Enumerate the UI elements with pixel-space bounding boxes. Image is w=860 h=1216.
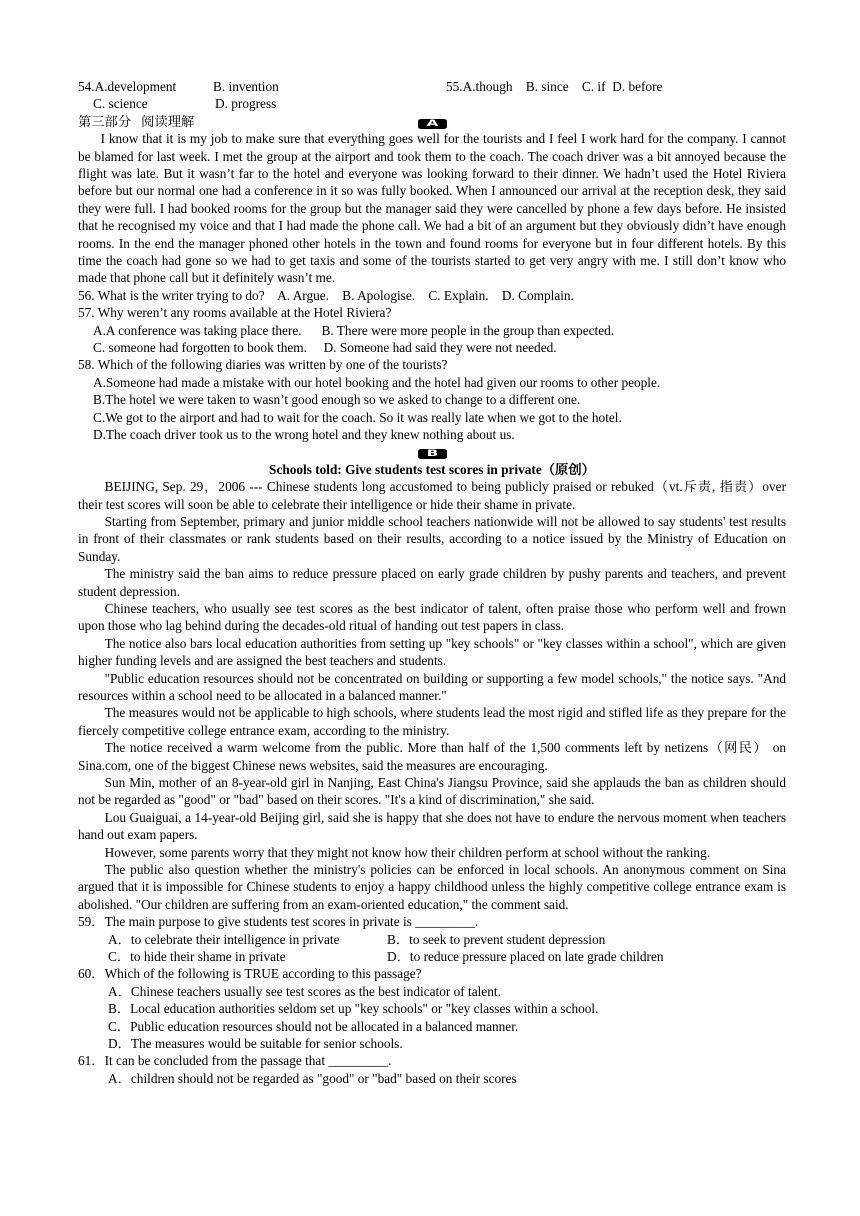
passage-b-paragraph: BEIJING, Sep. 29，2006 --- Chinese students long accustomed to being publicly praised or rebuked（vt.斥责, 指责）over their test scores will soon be able to celebrate their intelligence or hide their shame in private. — [78, 479, 786, 512]
part3-heading-row — [78, 113, 786, 130]
q60-option-d: D．The measures would be suitable for senior schools. — [108, 1036, 403, 1052]
q59-options-row1 — [78, 931, 786, 948]
q57-options-1: A.A conference was taking place there. B. There were more people in the group than expected. — [93, 322, 615, 338]
q55-options: 55.A.though B. since C. if D. before — [446, 79, 663, 94]
q58-option-b: B.The hotel we were taken to wasn’t good enough so we asked to change to a different one. — [93, 392, 581, 408]
q54-55-options-row1 — [78, 78, 786, 95]
q54-option-c: C. science — [93, 96, 148, 112]
section-b-badge — [78, 443, 786, 460]
q60-option-c: C．Public education resources should not be allocated in a balanced manner. — [108, 1018, 519, 1034]
passage-b-paragraph: The ministry said the ban aims to reduce pressure placed on early grade children by pushy parents and teachers, and prevent student depression. — [78, 566, 786, 599]
q60-option-a: A．Chinese teachers usually see test scores as the best indicator of talent. — [108, 983, 501, 999]
passage-b-paragraph: However, some parents worry that they might not know how their children perform at school without the ranking. — [104, 844, 711, 860]
q61-option-a: A．children should not be regarded as "good" or "bad" based on their scores — [108, 1070, 517, 1086]
q54-option-d: D. progress — [215, 96, 277, 112]
exam-page — [78, 78, 786, 1087]
q59-options-row2 — [78, 948, 786, 965]
q58-option-d: D.The coach driver took us to the wrong hotel and they knew nothing about us. — [93, 426, 515, 442]
passage-b-paragraph: Chinese teachers, who usually see test scores as the best indicator of talent, often praise those who perform well and frown upon those who lag behind during the decades-old ritual of handing out test papers in class. — [78, 600, 786, 634]
section-a-label: A — [418, 119, 447, 129]
q57-stem: 57. Why weren’t any rooms available at the Hotel Riviera? — [78, 305, 392, 321]
q54-option-b: B. invention — [213, 79, 279, 94]
passage-b-paragraph: Lou Guaiguai, a 14-year-old Beijing girl, said she is happy that she does not have to endure the nervous moment when teachers hand out exam papers. — [78, 809, 786, 843]
q59-option-c: C．to hide their shame in private — [108, 949, 286, 965]
passage-a: I know that it is my job to make sure that everything goes well for the tourists and I feel I work hard for the company. I cannot be blamed for last week. I met the group at the airport and took them to the coach. The coach driver was a bit annoyed because the flight was late. But it wasn’t far to the hotel and everyone was looking forward to their dinner. We hadn’t used the Hotel Riviera before but our normal one had a conference in it so was fully booked. When I announced our arrival at the reception desk, they said they were full. I had booked rooms for the group but the manager said they were cancelled by phone a few days before. He insisted that he recognised my voice and that I had made the phone call. We had a bit of an argument but they obviously didn’t have enough rooms. In the end the manager phoned other hotels in the town and found rooms for everyone but in four different hotels. By this time the coach had gone so we had to get taxis and some of the tourists started to get very angry with me. I still don’t know who made that phone call but it definitely wasn’t me. — [78, 131, 786, 286]
passage-b-paragraph: Starting from September, primary and junior middle school teachers nationwide will not be allowed to say students' test results in front of their classmates or rank students based on their results, according to a notice issued by the Ministry of Education on Sunday. — [78, 513, 786, 564]
q58-stem: 58. Which of the following diaries was written by one of the tourists? — [78, 357, 448, 373]
passage-b-paragraph: The notice received a warm welcome from the public. More than half of the 1,500 comments left by netizens（网民） on Sina.com, one of the biggest Chinese news websites, said the measures are encouraging. — [78, 740, 786, 773]
q59-option-b: B．to seek to prevent student depression — [387, 931, 606, 947]
section-a-badge — [78, 113, 786, 130]
q54-option-a: 54.A.development — [78, 79, 177, 94]
passage-b-paragraph: Sun Min, mother of an 8-year-old girl in Nanjing, East China's Jiangsu Province, said she applauds the ban as children should not be regarded as "good" or "bad" based on their scores. "It's a kind of discrimination," she said. — [78, 775, 786, 808]
section-b-badge-row — [78, 443, 786, 460]
q61-stem: 61．It can be concluded from the passage that _________. — [78, 1053, 392, 1069]
section-b-label: B — [418, 449, 447, 459]
passage-b-title: Schools told: Give students test scores in private（原创） — [269, 461, 595, 477]
q54-options-row2 — [78, 95, 786, 112]
passage-b-paragraph: The notice also bars local education authorities from setting up "key schools" or "key classes within a school", which are given higher funding levels and are assigned the best teachers and students. — [78, 635, 786, 669]
q59-option-d: D．to reduce pressure placed on late grade children — [387, 949, 664, 965]
q60-option-b: B．Local education authorities seldom set up "key schools" or "key classes within a school. — [108, 1001, 599, 1017]
q59-stem: 59．The main purpose to give students test scores in private is _________. — [78, 914, 479, 930]
q60-stem: 60．Which of the following is TRUE according to this passage? — [78, 966, 422, 982]
q58-option-a: A.Someone had made a mistake with our hotel booking and the hotel had given our rooms to other people. — [93, 374, 661, 390]
passage-b-paragraph: The measures would not be applicable to high schools, where students lead the most rigid and stifled life as they prepare for the fiercely competitive college entrance exam, according to the ministry. — [78, 705, 786, 738]
q59-option-a: A．to celebrate their intelligence in private — [108, 931, 340, 947]
passage-b-paragraph: The public also question whether the ministry's policies can be enforced in local schools. An anonymous comment on Sina argued that it is impossible for Chinese students to enjoy a happy childhood unless the highly competitive college entrance exam is abolished. "Our children are suffering from an exam-oriented education," the comment said. — [78, 862, 786, 912]
part3-heading: 第三部分 阅读理解 — [78, 113, 195, 129]
q58-option-c: C.We got to the airport and had to wait for the coach. So it was really late when we got to the hotel. — [93, 409, 622, 425]
q56: 56. What is the writer trying to do? A. Argue. B. Apologise. C. Explain. D. Complain. — [78, 287, 574, 303]
q57-options-2: C. someone had forgotten to book them. D. Someone had said they were not needed. — [93, 340, 557, 355]
passage-b-paragraph: "Public education resources should not be concentrated on building or supporting a few model schools," the notice says. "And resources within a school need to be allocated in a balanced manner." — [78, 670, 786, 703]
